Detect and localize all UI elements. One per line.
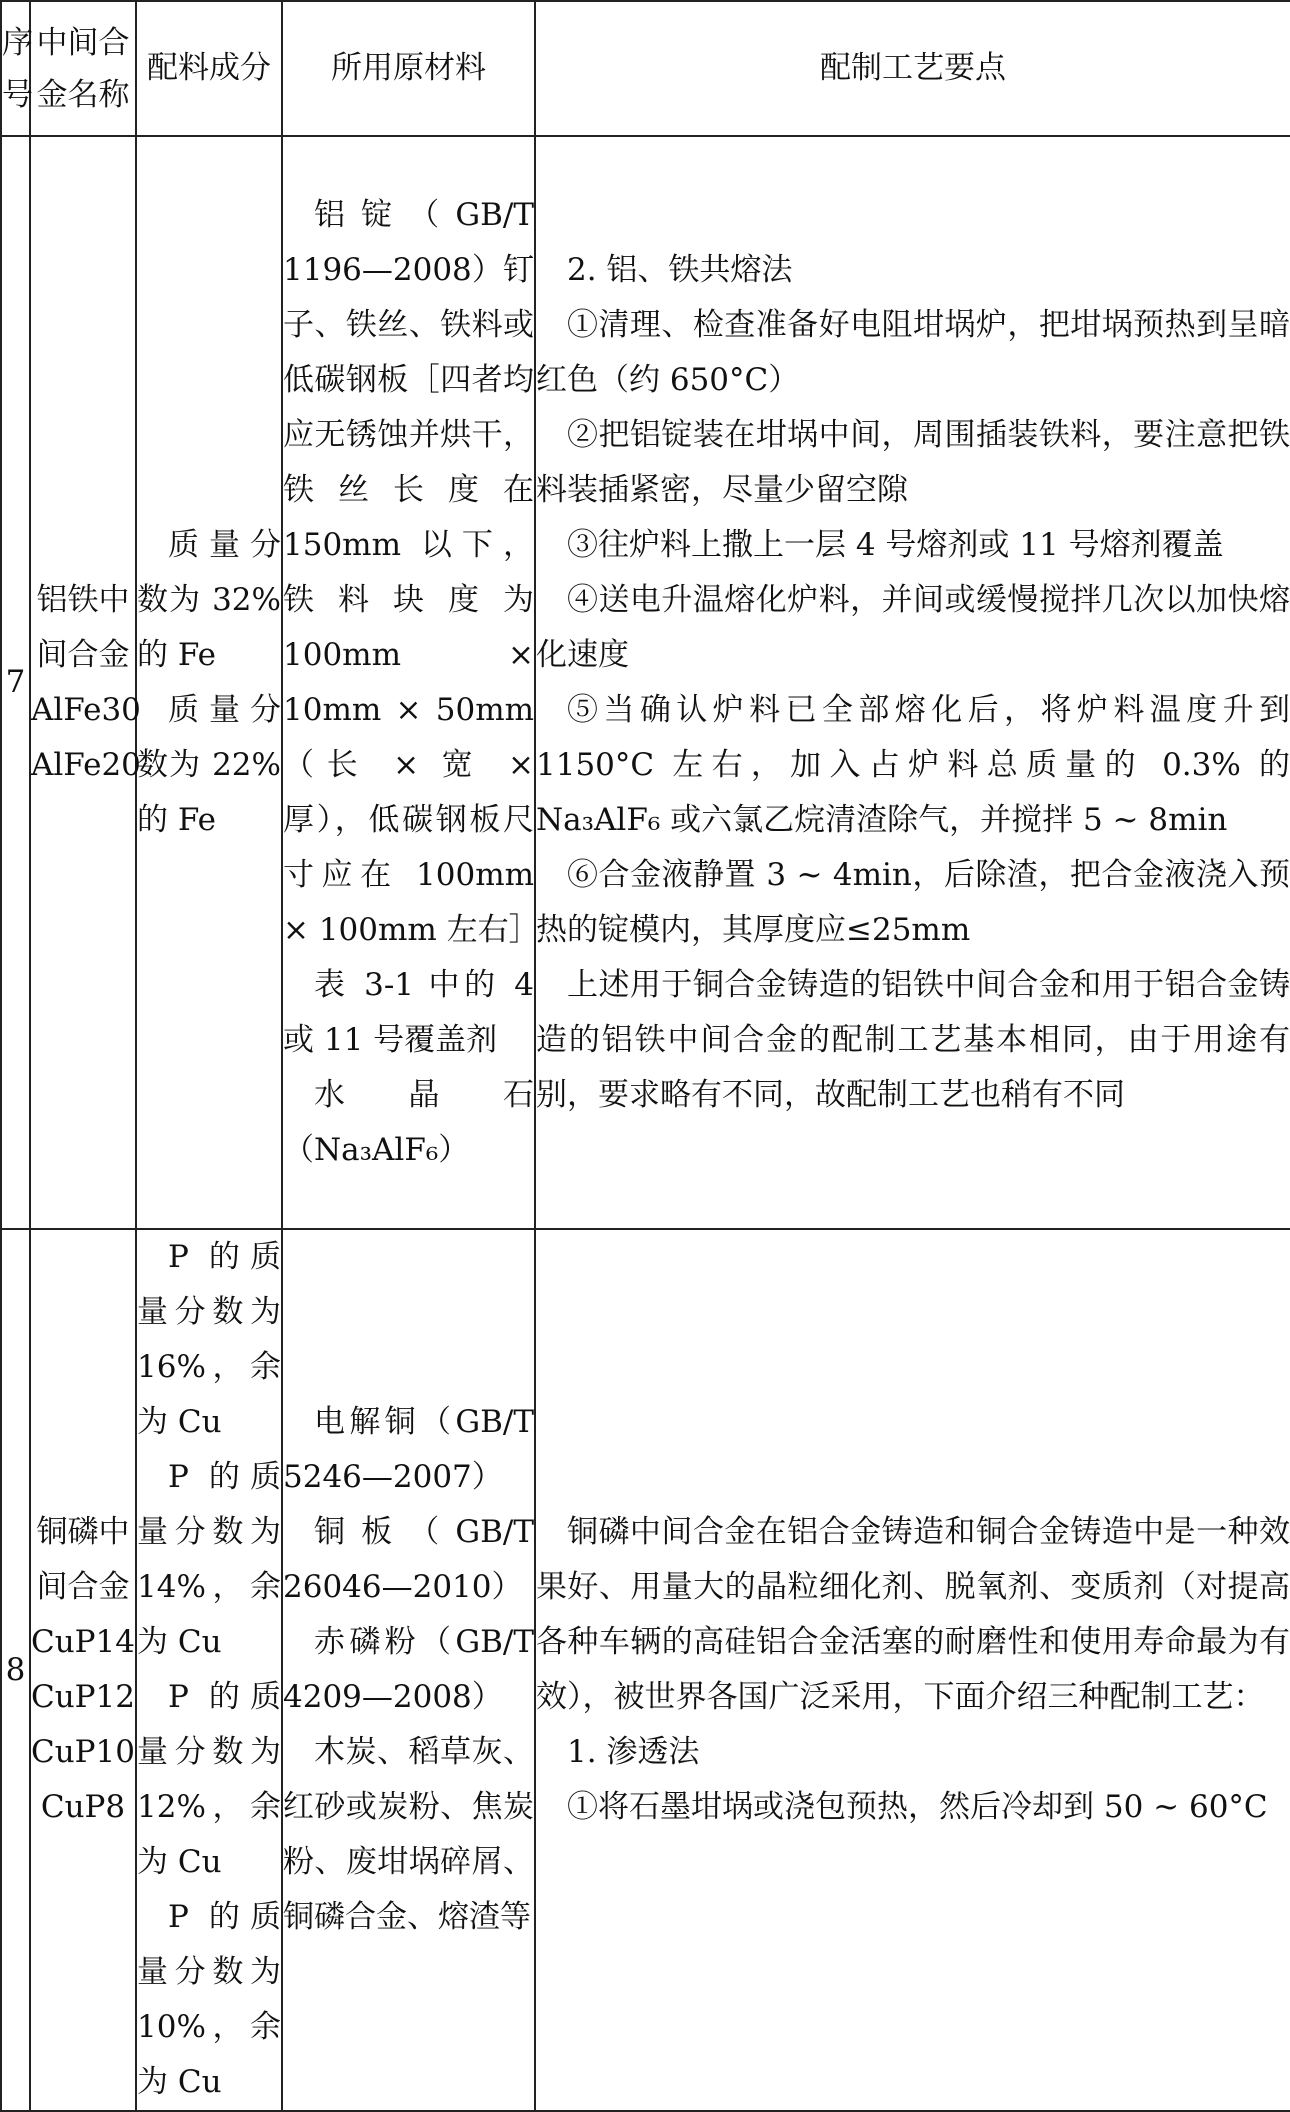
row-process xyxy=(535,1229,1290,2111)
composition-item: P 的质量分数为 16%，余为 Cu xyxy=(137,1239,281,1440)
process-step: 1. 渗透法 xyxy=(567,1734,700,1770)
header-alloy-name xyxy=(30,1,136,136)
row-seq-no: 7 xyxy=(1,136,30,1229)
composition-item: P 的质量分数为 14%，余为 Cu xyxy=(137,1459,281,1660)
header-alloy-name-line1: 中间合 xyxy=(36,24,130,61)
material-item: 木炭、稻草灰、红砂或炭粉、焦炭粉、废坩埚碎屑、铜磷合金、熔渣等 xyxy=(283,1734,534,1935)
header-seq-no-line1: 序 xyxy=(2,24,33,61)
process-step: ②把铝锭装在坩埚中间，周围插装铁料，要注意把铁料装插紧密，尽量少留空隙 xyxy=(536,416,1290,508)
header-composition: 配料成分 xyxy=(136,1,282,136)
composition-item: P 的质量分数为 12%，余为 Cu xyxy=(137,1679,281,1880)
header-seq-no xyxy=(1,1,33,136)
process-note: 上述用于铜合金铸造的铝铁中间合金和用于铝合金铸造的铝铁中间合金的配制工艺基本相同，由于用途有别，要求略有不同，故配制工艺也稍有不同 xyxy=(536,966,1290,1113)
material-item: 表 3-1 中的 4 或 11 号覆盖剂 xyxy=(283,966,534,1058)
table-row xyxy=(1,136,1290,1229)
alloy-grade: AlFe20 xyxy=(31,746,141,783)
row-composition xyxy=(136,1229,282,2111)
composition-item: P 的质量分数为 10%，余为 Cu xyxy=(137,1899,281,2100)
process-step: ④送电升温熔化炉料，并间或缓慢搅拌几次以加快熔化速度 xyxy=(536,581,1290,673)
row-materials xyxy=(282,136,540,1229)
material-item: 电解铜（GB/T 5246—2007） xyxy=(283,1404,534,1495)
table-header-row xyxy=(1,1,1290,136)
row-alloy-name xyxy=(30,136,141,1229)
alloy-name-line: 间合金 xyxy=(36,1569,130,1605)
process-step: ③往炉料上撒上一层 4 号熔剂或 11 号熔剂覆盖 xyxy=(567,526,1224,563)
material-item: 水晶石（Na₃AlF₆） xyxy=(283,1076,534,1168)
row-materials xyxy=(282,1229,535,2111)
header-alloy-name-line2: 金名称 xyxy=(36,76,130,113)
alloy-grade: CuP10 xyxy=(31,1734,135,1770)
process-intro: 铜磷中间合金在铝合金铸造和铜合金铸造中是一种效果好、用量大的晶粒细化剂、脱氧剂、变质剂（对提高各种车辆的高硅铝合金活塞的耐磨性和使用寿命最为有效），被世界各国广泛采用，下面介绍三种配制工艺： xyxy=(536,1514,1290,1715)
material-item: 铝锭（GB/T 1196—2008）钉子、铁丝、铁料或低碳钢板［四者均应无锈蚀并烘干，铁丝长度在 150mm 以下，铁料块度为 100mm × 10mm × 50mm（长 × 宽 × 厚），低碳钢板尺寸应在 100mm × 100mm 左右］ xyxy=(283,196,540,948)
material-item: 铜板（GB/T 26046—2010） xyxy=(283,1514,534,1605)
row-composition xyxy=(136,136,282,1229)
table-row xyxy=(1,1229,1290,2111)
alloy-name-line: 铜磷中 xyxy=(36,1514,130,1550)
alloy-name-line: 间合金 xyxy=(36,636,130,673)
process-step: ①将石墨坩埚或浇包预热，然后冷却到 50 ~ 60°C xyxy=(567,1789,1268,1825)
alloy-grade: CuP12 xyxy=(31,1679,135,1715)
composition-item: 质量分数为 22% 的 Fe xyxy=(137,691,281,838)
composition-item: 质量分数为 32% 的 Fe xyxy=(137,526,281,673)
alloy-grade: CuP8 xyxy=(40,1789,126,1825)
process-step: ⑤当确认炉料已全部熔化后，将炉料温度升到 1150°C 左右，加入占炉料总质量的 0.3% 的 Na₃AlF₆ 或六氯乙烷清渣除气，并搅拌 5 ~ 8min xyxy=(536,691,1290,838)
row-process xyxy=(535,136,1290,1229)
row-seq-no: 8 xyxy=(1,1229,30,2111)
material-item: 赤磷粉（GB/T 4209—2008） xyxy=(283,1624,534,1715)
row-alloy-name xyxy=(30,1229,136,2111)
alloy-name-line: 铝铁中 xyxy=(36,581,130,618)
header-materials: 所用原材料 xyxy=(282,1,535,136)
alloy-grade: AlFe30 xyxy=(31,691,141,728)
process-step: 2. 铝、铁共熔法 xyxy=(567,251,793,288)
header-seq-no-line2: 号 xyxy=(2,76,33,113)
header-process: 配制工艺要点 xyxy=(535,1,1290,136)
process-step: ⑥合金液静置 3 ~ 4min，后除渣，把合金液浇入预热的锭模内，其厚度应≤25mm xyxy=(536,856,1290,948)
process-step: ①清理、检查准备好电阻坩埚炉，把坩埚预热到呈暗红色（约 650°C） xyxy=(536,306,1290,398)
alloy-grade: CuP14 xyxy=(31,1624,135,1660)
